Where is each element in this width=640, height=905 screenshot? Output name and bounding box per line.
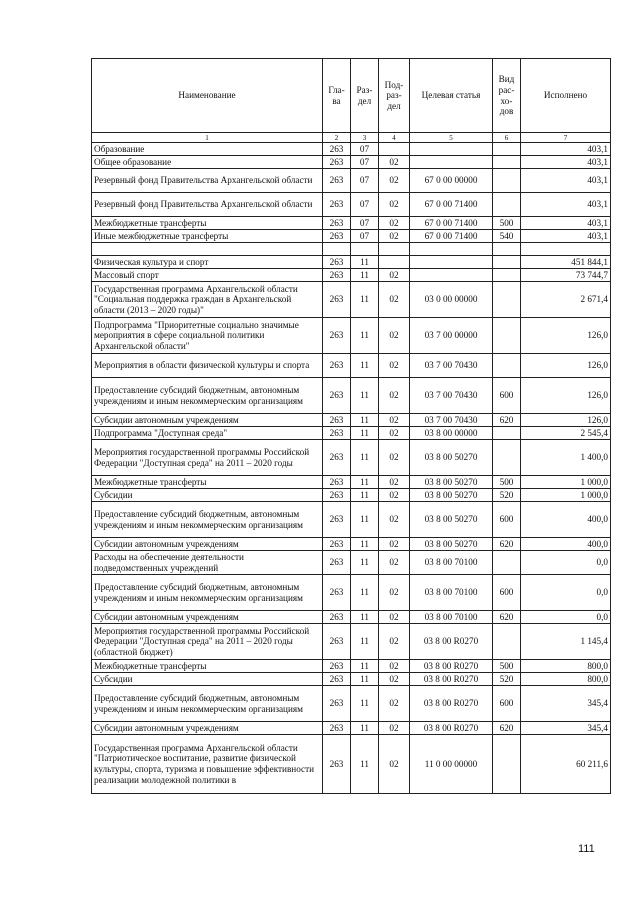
row-glava: 263 (323, 686, 351, 722)
row-podrazdel: 02 (379, 427, 410, 440)
row-vid (493, 243, 521, 256)
row-razdel: 11 (351, 414, 379, 427)
row-statya: 03 7 00 70430 (410, 378, 493, 414)
row-glava: 263 (323, 489, 351, 502)
row-vid (493, 143, 521, 156)
table-row (92, 660, 611, 673)
header-ispolneno: Исполнено (521, 59, 611, 133)
row-vid: 540 (493, 230, 521, 243)
row-glava: 263 (323, 256, 351, 269)
table-row (92, 427, 611, 440)
row-name: Мероприятия государственной программы Российской Федерации "Доступная среда" на 2011 – 2020 годы (92, 440, 323, 476)
table-row (92, 476, 611, 489)
row-razdel: 11 (351, 256, 379, 269)
header-vid: Вид рас-хо-дов (493, 59, 521, 133)
table-row (92, 156, 611, 169)
row-statya (410, 256, 493, 269)
row-razdel: 11 (351, 611, 379, 624)
row-ispolneno: 126,0 (521, 318, 611, 354)
row-statya: 03 8 00 50270 (410, 476, 493, 489)
table-row (92, 735, 611, 794)
row-statya: 03 8 00 50270 (410, 502, 493, 538)
table-row (92, 378, 611, 414)
row-ispolneno: 2 545,4 (521, 427, 611, 440)
row-podrazdel: 02 (379, 169, 410, 193)
row-statya (410, 243, 493, 256)
row-vid: 500 (493, 660, 521, 673)
row-vid (493, 551, 521, 575)
row-vid (493, 440, 521, 476)
row-statya: 67 0 00 71400 (410, 217, 493, 230)
table-row (92, 624, 611, 660)
row-razdel: 11 (351, 575, 379, 611)
row-podrazdel: 02 (379, 660, 410, 673)
row-name: Межбюджетные трансферты (92, 476, 323, 489)
row-vid: 600 (493, 378, 521, 414)
row-vid (493, 318, 521, 354)
row-ispolneno: 400,0 (521, 502, 611, 538)
row-name: Межбюджетные трансферты (92, 217, 323, 230)
row-podrazdel: 02 (379, 686, 410, 722)
column-number: 4 (379, 133, 410, 143)
row-razdel: 11 (351, 673, 379, 686)
table-row (92, 269, 611, 282)
row-razdel: 07 (351, 169, 379, 193)
row-name: Физическая культура и спорт (92, 256, 323, 269)
row-ispolneno: 345,4 (521, 686, 611, 722)
row-glava: 263 (323, 427, 351, 440)
row-name: Образование (92, 143, 323, 156)
row-glava: 263 (323, 673, 351, 686)
row-podrazdel: 02 (379, 735, 410, 794)
row-podrazdel: 02 (379, 269, 410, 282)
row-ispolneno: 403,1 (521, 169, 611, 193)
row-glava: 263 (323, 156, 351, 169)
row-statya: 67 0 00 71400 (410, 230, 493, 243)
row-ispolneno: 1 000,0 (521, 476, 611, 489)
table-body (92, 143, 611, 794)
row-glava: 263 (323, 282, 351, 318)
table-row (92, 230, 611, 243)
row-podrazdel: 02 (379, 217, 410, 230)
row-statya: 03 7 00 70430 (410, 414, 493, 427)
row-vid (493, 169, 521, 193)
row-glava: 263 (323, 575, 351, 611)
row-vid: 500 (493, 476, 521, 489)
row-razdel: 11 (351, 551, 379, 575)
row-glava: 263 (323, 538, 351, 551)
row-statya: 11 0 00 00000 (410, 735, 493, 794)
row-ispolneno: 126,0 (521, 414, 611, 427)
row-vid: 520 (493, 489, 521, 502)
row-razdel: 11 (351, 476, 379, 489)
row-ispolneno: 126,0 (521, 354, 611, 378)
table-row (92, 440, 611, 476)
row-glava: 263 (323, 722, 351, 735)
row-razdel: 11 (351, 502, 379, 538)
row-razdel: 07 (351, 156, 379, 169)
row-podrazdel: 02 (379, 611, 410, 624)
row-name: Мероприятия государственной программы Российской Федерации "Доступная среда" на 2011 – 2020 годы (областной бюджет) (92, 624, 323, 660)
row-glava (323, 243, 351, 256)
row-ispolneno: 0,0 (521, 575, 611, 611)
table-row (92, 193, 611, 217)
row-statya: 03 8 00 R0270 (410, 660, 493, 673)
row-podrazdel: 02 (379, 722, 410, 735)
column-number: 2 (323, 133, 351, 143)
row-statya (410, 156, 493, 169)
table-row (92, 686, 611, 722)
row-razdel: 11 (351, 354, 379, 378)
row-name: Общее образование (92, 156, 323, 169)
row-razdel: 11 (351, 722, 379, 735)
row-vid: 620 (493, 722, 521, 735)
row-glava: 263 (323, 476, 351, 489)
row-glava: 263 (323, 143, 351, 156)
column-number: 1 (92, 133, 323, 143)
header-row (92, 59, 611, 133)
row-name: Мероприятия в области физической культуры и спорта (92, 354, 323, 378)
row-ispolneno: 73 744,7 (521, 269, 611, 282)
row-statya: 03 7 00 70430 (410, 354, 493, 378)
row-name: Массовый спорт (92, 269, 323, 282)
row-name: Государственная программа Архангельской области "Патриотическое воспитание, развитие физической культуры, спорта, туризма и повышение эффективности реализации молодежной политики в (92, 735, 323, 794)
table-row (92, 256, 611, 269)
row-razdel: 11 (351, 269, 379, 282)
row-name (92, 243, 323, 256)
row-name: Субсидии автономным учреждениям (92, 538, 323, 551)
table-row (92, 282, 611, 318)
row-vid (493, 156, 521, 169)
row-vid: 520 (493, 673, 521, 686)
table-row (92, 143, 611, 156)
row-podrazdel (379, 243, 410, 256)
row-glava: 263 (323, 624, 351, 660)
row-podrazdel: 02 (379, 378, 410, 414)
header-podrazdel: Под-раз-дел (379, 59, 410, 133)
row-vid: 620 (493, 414, 521, 427)
row-vid (493, 282, 521, 318)
row-razdel: 11 (351, 378, 379, 414)
row-razdel: 11 (351, 686, 379, 722)
table-row (92, 502, 611, 538)
row-statya: 03 8 00 70100 (410, 575, 493, 611)
row-podrazdel: 02 (379, 673, 410, 686)
row-name: Предоставление субсидий бюджетным, автономным учреждениям и иным некоммерческим организациям (92, 686, 323, 722)
page-number: 111 (578, 843, 595, 855)
row-podrazdel: 02 (379, 502, 410, 538)
row-ispolneno: 403,1 (521, 156, 611, 169)
row-statya: 03 8 00 R0270 (410, 673, 493, 686)
row-name: Субсидии (92, 673, 323, 686)
row-vid (493, 427, 521, 440)
row-vid: 600 (493, 686, 521, 722)
row-podrazdel: 02 (379, 318, 410, 354)
row-podrazdel: 02 (379, 440, 410, 476)
row-ispolneno: 60 211,6 (521, 735, 611, 794)
row-glava: 263 (323, 217, 351, 230)
row-podrazdel: 02 (379, 538, 410, 551)
row-glava: 263 (323, 378, 351, 414)
row-glava: 263 (323, 193, 351, 217)
row-podrazdel: 02 (379, 156, 410, 169)
row-podrazdel (379, 143, 410, 156)
table-row (92, 217, 611, 230)
row-name: Подпрограмма "Доступная среда" (92, 427, 323, 440)
header-razdel: Раз-дел (351, 59, 379, 133)
row-ispolneno: 0,0 (521, 611, 611, 624)
row-glava: 263 (323, 318, 351, 354)
row-ispolneno: 345,4 (521, 722, 611, 735)
row-ispolneno: 403,1 (521, 230, 611, 243)
row-name: Расходы на обеспечение деятельности подведомственных учреждений (92, 551, 323, 575)
row-podrazdel: 02 (379, 476, 410, 489)
row-vid (493, 624, 521, 660)
row-name: Иные межбюджетные трансферты (92, 230, 323, 243)
row-podrazdel: 02 (379, 414, 410, 427)
row-statya: 03 8 00 50270 (410, 440, 493, 476)
row-statya: 03 8 00 50270 (410, 538, 493, 551)
row-vid: 600 (493, 575, 521, 611)
table-row (92, 722, 611, 735)
row-razdel: 11 (351, 427, 379, 440)
row-ispolneno: 1 400,0 (521, 440, 611, 476)
row-razdel: 11 (351, 489, 379, 502)
table-row (92, 551, 611, 575)
row-glava: 263 (323, 735, 351, 794)
row-name: Субсидии автономным учреждениям (92, 722, 323, 735)
row-razdel (351, 243, 379, 256)
row-podrazdel (379, 256, 410, 269)
row-statya: 03 8 00 00000 (410, 427, 493, 440)
row-podrazdel: 02 (379, 624, 410, 660)
table-row (92, 611, 611, 624)
row-name: Резервный фонд Правительства Архангельской области (92, 193, 323, 217)
row-name: Предоставление субсидий бюджетным, автономным учреждениям и иным некоммерческим организациям (92, 502, 323, 538)
row-vid: 600 (493, 502, 521, 538)
row-name: Субсидии автономным учреждениям (92, 414, 323, 427)
row-razdel: 11 (351, 538, 379, 551)
table-row (92, 318, 611, 354)
row-statya: 03 8 00 50270 (410, 489, 493, 502)
table-row (92, 414, 611, 427)
row-razdel: 11 (351, 282, 379, 318)
row-vid (493, 256, 521, 269)
row-statya: 03 8 00 R0270 (410, 686, 493, 722)
row-name: Субсидии (92, 489, 323, 502)
row-glava: 263 (323, 269, 351, 282)
row-razdel: 11 (351, 440, 379, 476)
row-ispolneno: 403,1 (521, 217, 611, 230)
row-podrazdel: 02 (379, 489, 410, 502)
budget-table (91, 58, 611, 794)
row-razdel: 07 (351, 217, 379, 230)
row-razdel: 11 (351, 624, 379, 660)
row-name: Субсидии автономным учреждениям (92, 611, 323, 624)
column-number: 7 (521, 133, 611, 143)
row-glava: 263 (323, 551, 351, 575)
row-name: Предоставление субсидий бюджетным, автономным учреждениям и иным некоммерческим организациям (92, 575, 323, 611)
row-glava: 263 (323, 440, 351, 476)
row-statya: 03 8 00 R0270 (410, 624, 493, 660)
table-row (92, 169, 611, 193)
row-statya: 67 0 00 00000 (410, 169, 493, 193)
row-ispolneno: 1 145,4 (521, 624, 611, 660)
row-glava: 263 (323, 169, 351, 193)
row-name: Государственная программа Архангельской области "Социальная поддержка граждан в Архангельской области (2013 – 2020 годы)" (92, 282, 323, 318)
row-statya (410, 269, 493, 282)
row-razdel: 07 (351, 143, 379, 156)
row-ispolneno (521, 243, 611, 256)
row-name: Предоставление субсидий бюджетным, автономным учреждениям и иным некоммерческим организациям (92, 378, 323, 414)
row-statya: 03 8 00 R0270 (410, 722, 493, 735)
row-ispolneno: 403,1 (521, 143, 611, 156)
table-row (92, 243, 611, 256)
row-statya: 03 8 00 70100 (410, 551, 493, 575)
row-statya: 03 7 00 00000 (410, 318, 493, 354)
row-ispolneno: 800,0 (521, 660, 611, 673)
row-razdel: 07 (351, 230, 379, 243)
row-ispolneno: 403,1 (521, 193, 611, 217)
row-vid (493, 354, 521, 378)
column-number: 5 (410, 133, 493, 143)
row-name: Межбюджетные трансферты (92, 660, 323, 673)
table-row (92, 538, 611, 551)
table-row (92, 354, 611, 378)
row-vid (493, 193, 521, 217)
header-glava: Гла-ва (323, 59, 351, 133)
row-name: Подпрограмма "Приоритетные социально значимые мероприятия в сфере социальной политики Архангельской области" (92, 318, 323, 354)
row-razdel: 07 (351, 193, 379, 217)
header-name: Наименование (92, 59, 323, 133)
row-ispolneno: 2 671,4 (521, 282, 611, 318)
column-number: 3 (351, 133, 379, 143)
column-number: 6 (493, 133, 521, 143)
table-row (92, 673, 611, 686)
row-glava: 263 (323, 660, 351, 673)
row-statya: 67 0 00 71400 (410, 193, 493, 217)
row-ispolneno: 451 844,1 (521, 256, 611, 269)
row-razdel: 11 (351, 318, 379, 354)
row-podrazdel: 02 (379, 230, 410, 243)
row-glava: 263 (323, 354, 351, 378)
column-number-row (92, 133, 611, 143)
row-glava: 263 (323, 230, 351, 243)
header-statya: Целевая статья (410, 59, 493, 133)
row-vid (493, 735, 521, 794)
row-razdel: 11 (351, 660, 379, 673)
row-vid (493, 269, 521, 282)
document-page (91, 58, 610, 794)
row-statya (410, 143, 493, 156)
row-ispolneno: 400,0 (521, 538, 611, 551)
row-ispolneno: 0,0 (521, 551, 611, 575)
row-name: Резервный фонд Правительства Архангельской области (92, 169, 323, 193)
row-statya: 03 8 00 70100 (410, 611, 493, 624)
row-ispolneno: 800,0 (521, 673, 611, 686)
row-glava: 263 (323, 502, 351, 538)
row-ispolneno: 1 000,0 (521, 489, 611, 502)
row-glava: 263 (323, 611, 351, 624)
row-glava: 263 (323, 414, 351, 427)
row-podrazdel: 02 (379, 575, 410, 611)
row-razdel: 11 (351, 735, 379, 794)
row-vid: 500 (493, 217, 521, 230)
row-ispolneno: 126,0 (521, 378, 611, 414)
row-podrazdel: 02 (379, 551, 410, 575)
table-row (92, 575, 611, 611)
row-podrazdel: 02 (379, 193, 410, 217)
row-vid: 620 (493, 538, 521, 551)
row-podrazdel: 02 (379, 354, 410, 378)
row-statya: 03 0 00 00000 (410, 282, 493, 318)
row-vid: 620 (493, 611, 521, 624)
row-podrazdel: 02 (379, 282, 410, 318)
table-row (92, 489, 611, 502)
